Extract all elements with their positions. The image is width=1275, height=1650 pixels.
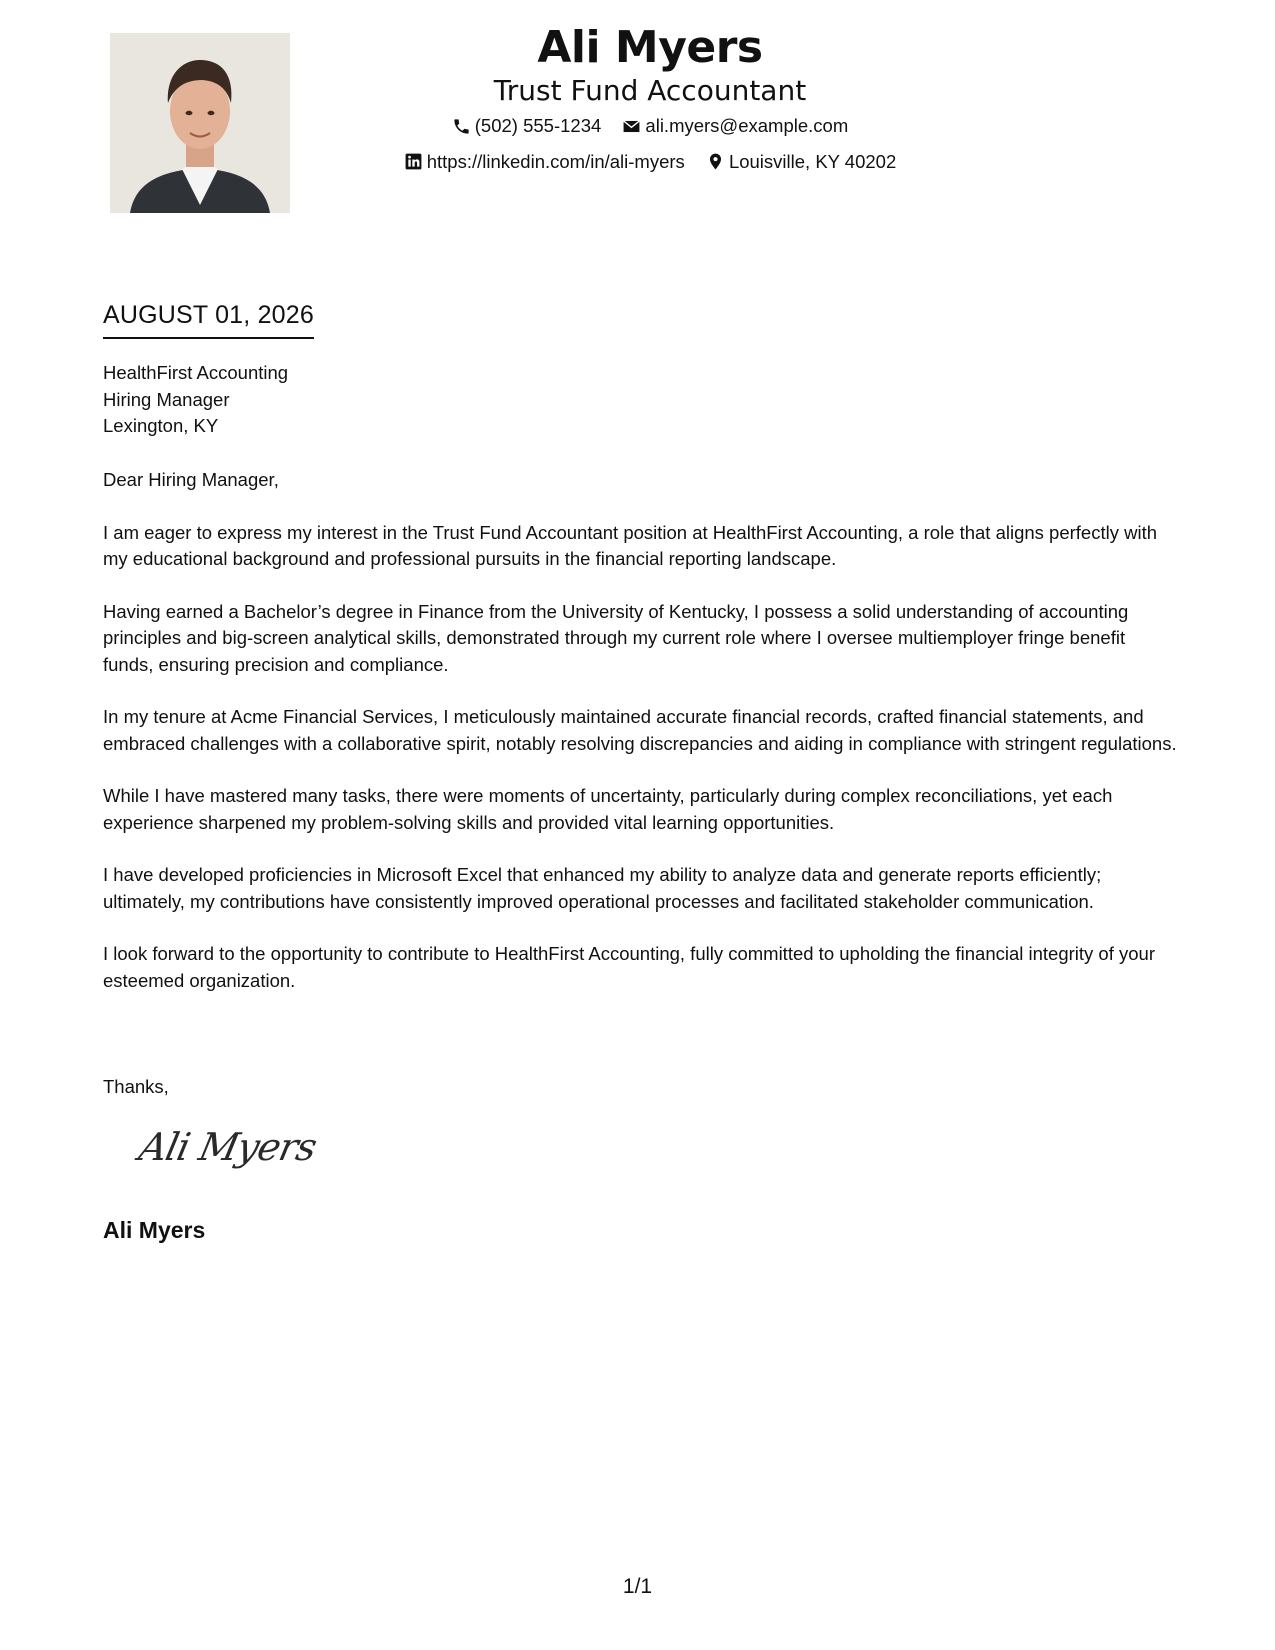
letter-date: AUGUST 01, 2026 <box>103 297 314 339</box>
contact-linkedin[interactable] <box>404 150 685 174</box>
applicant-title: Trust Fund Accountant <box>493 74 807 107</box>
recipient-location: Lexington, KY <box>103 415 219 436</box>
paragraph: I have developed proficiencies in Microsoft Excel that enhanced my ability to analyze data and generate reports efficiently; ultimately, my contributions have consistently improved operational processes and facilitated stakeholder communication. <box>103 864 1102 912</box>
email-link[interactable]: ali.myers@example.com <box>645 115 849 136</box>
page-number: 1/1 <box>622 1575 653 1598</box>
profile-photo <box>110 33 290 213</box>
linkedin-icon <box>404 152 423 171</box>
phone-text: (502) 555-1234 <box>474 115 602 136</box>
letter-header <box>340 20 960 177</box>
map-pin-icon <box>706 152 725 171</box>
letter-body <box>103 467 1178 1020</box>
paragraph: I am eager to express my interest in the Trust Fund Accountant position at HealthFirst Accounting, a role that aligns perfectly with my educational background and professional pursuits in the financial reporting landscape. <box>103 521 1158 569</box>
contact-row-1 <box>340 114 960 142</box>
recipient-company: HealthFirst Accounting <box>103 362 289 383</box>
contact-email[interactable] <box>622 114 848 138</box>
signature-text: Ali Myers <box>135 1125 321 1169</box>
salutation: Dear Hiring Manager, <box>103 469 279 490</box>
signature-image <box>135 1125 330 1185</box>
linkedin-link[interactable]: https://linkedin.com/in/ali-myers <box>426 150 685 172</box>
contact-row-2 <box>340 150 960 178</box>
contact-phone <box>452 114 602 138</box>
recipient-contact: Hiring Manager <box>103 388 230 410</box>
letter-date-block <box>103 297 314 339</box>
contact-location <box>706 150 896 174</box>
phone-icon <box>452 117 471 136</box>
envelope-icon <box>622 117 641 136</box>
location-text: Louisville, KY 40202 <box>728 150 897 172</box>
paragraph: In my tenure at Acme Financial Services, I meticulously maintained accurate financial records, crafted financial statements, and embraced challenges with a collaborative spirit, notably resolving discrepancies and aiding in compliance with stringent regulations. <box>103 706 1177 754</box>
applicant-name: Ali Myers <box>537 22 763 73</box>
closing: Thanks, <box>103 1076 169 1097</box>
paragraph: Having earned a Bachelor’s degree in Finance from the University of Kentucky, I possess a solid understanding of accounting principles and big-screen analytical skills, demonstrated through my current role where I oversee multiemployer fringe benefit funds, ensuring precision and compliance. <box>103 600 1129 675</box>
paragraph: While I have mastered many tasks, there were moments of uncertainty, particularly during complex reconciliations, yet each experience sharpened my problem-solving skills and provided vital learning opportunities. <box>103 785 1113 833</box>
recipient-block <box>103 360 288 440</box>
signer-name: Ali Myers <box>103 1217 206 1243</box>
paragraph: I look forward to the opportunity to contribute to HealthFirst Accounting, fully committed to upholding the financial integrity of your esteemed organization. <box>103 943 1155 991</box>
